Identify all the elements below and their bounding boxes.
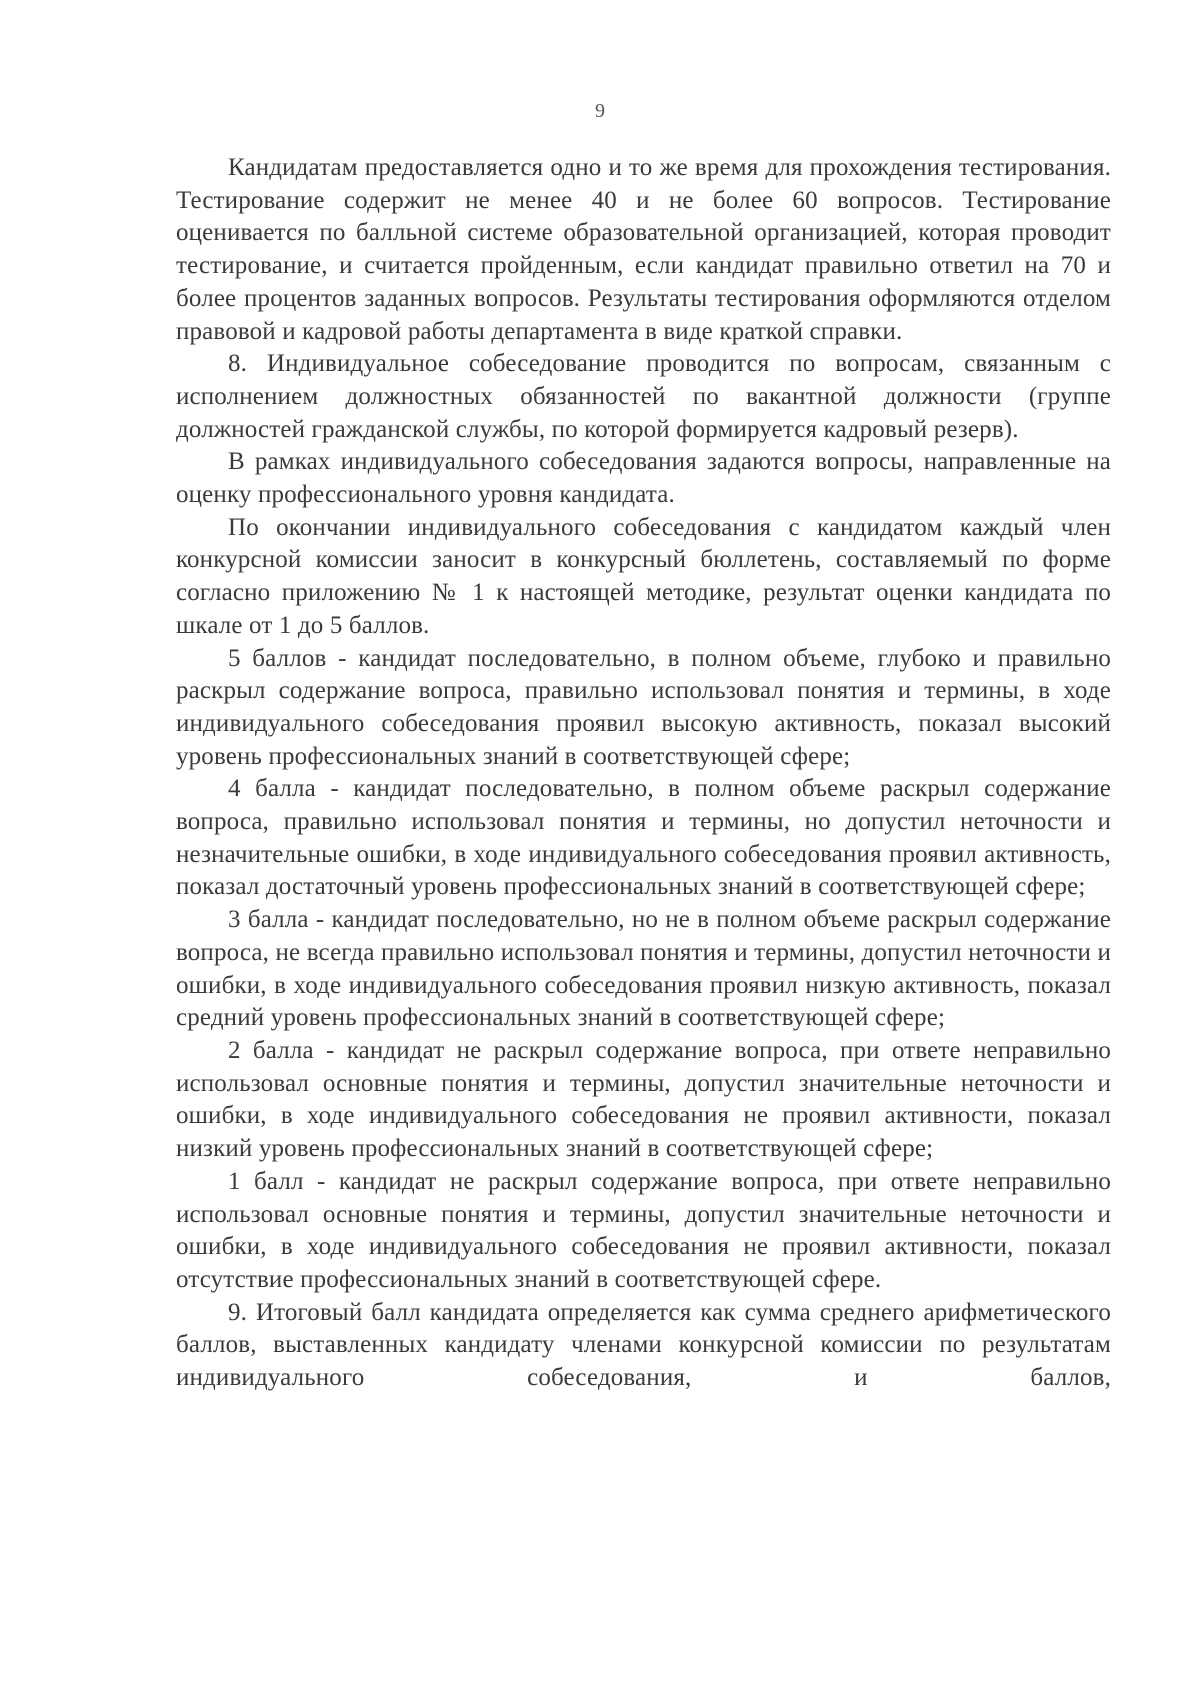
paragraph-score-5: 5 баллов - кандидат последовательно, в полном объеме, глубоко и правильно раскрыл содержание вопроса, правильно использовал понятия и термины, в ходе индивидуального собеседования проявил высокую активность, показал высокий уровень профессиональных знаний в соответствующей сфере;: [176, 644, 1111, 770]
paragraph-score-4: 4 балла - кандидат последовательно, в полном объеме раскрыл содержание вопроса, правильно использовал понятия и термины, но допустил неточности и незначительные ошибки, в ходе индивидуального собеседования проявил активность, показал достаточный уровень профессиональных знаний в соответствующей сфере;: [176, 775, 1111, 901]
paragraph-testing: Кандидатам предоставляется одно и то же время для прохождения тестирования. Тестирование содержит не менее 40 и не более 60 вопросов. Тестирование оценивается по балльной системе образовательной организацией, которая проводит тестирование, и считается пройденным, если кандидат правильно ответил на 70 и более процентов заданных вопросов. Результаты тестирования оформляются отделом правовой и кадровой работы департамента в виде краткой справки.: [176, 154, 1111, 345]
paragraph-ballot: По окончании индивидуального собеседования с кандидатом каждый член конкурсной комиссии заносит в конкурсный бюллетень, составляемый по форме согласно приложению № 1 к настоящей методике, результат оценки кандидата по шкале от 1 до 5 баллов.: [176, 513, 1111, 639]
paragraph-8-interview: 8. Индивидуальное собеседование проводится по вопросам, связанным с исполнением должностных обязанностей по вакантной должности (группе должностей гражданской службы, по которой формируется кадровый резерв).: [176, 350, 1111, 443]
paragraph-score-2: 2 балла - кандидат не раскрыл содержание вопроса, при ответе неправильно использовал основные понятия и термины, допустил значительные неточности и ошибки, в ходе индивидуального собеседования не проявил активности, показал низкий уровень профессиональных знаний в соответствующей сфере;: [176, 1036, 1111, 1163]
document-body: [176, 152, 1111, 1395]
paragraph-interview-questions: В рамках индивидуального собеседования задаются вопросы, направленные на оценку профессионального уровня кандидата.: [176, 448, 1111, 509]
page-number: 9: [595, 100, 605, 122]
paragraph-9-final-score: 9. Итоговый балл кандидата определяется как сумма среднего арифметического баллов, выставленных кандидату членами конкурсной комиссии по результатам индивидуального собеседования, и баллов,: [176, 1298, 1111, 1392]
paragraph-score-3: 3 балла - кандидат последовательно, но не в полном объеме раскрыл содержание вопроса, не всегда правильно использовал понятия и термины, допустил неточности и ошибки, в ходе индивидуального собеседования проявил низкую активность, показал средний уровень профессиональных знаний в соответствующей сфере;: [176, 906, 1111, 1032]
paragraph-score-1: 1 балл - кандидат не раскрыл содержание вопроса, при ответе неправильно использовал основные понятия и термины, допустил значительные неточности и ошибки, в ходе индивидуального собеседования не проявил активности, показал отсутствие профессиональных знаний в соответствующей сфере.: [176, 1167, 1111, 1293]
